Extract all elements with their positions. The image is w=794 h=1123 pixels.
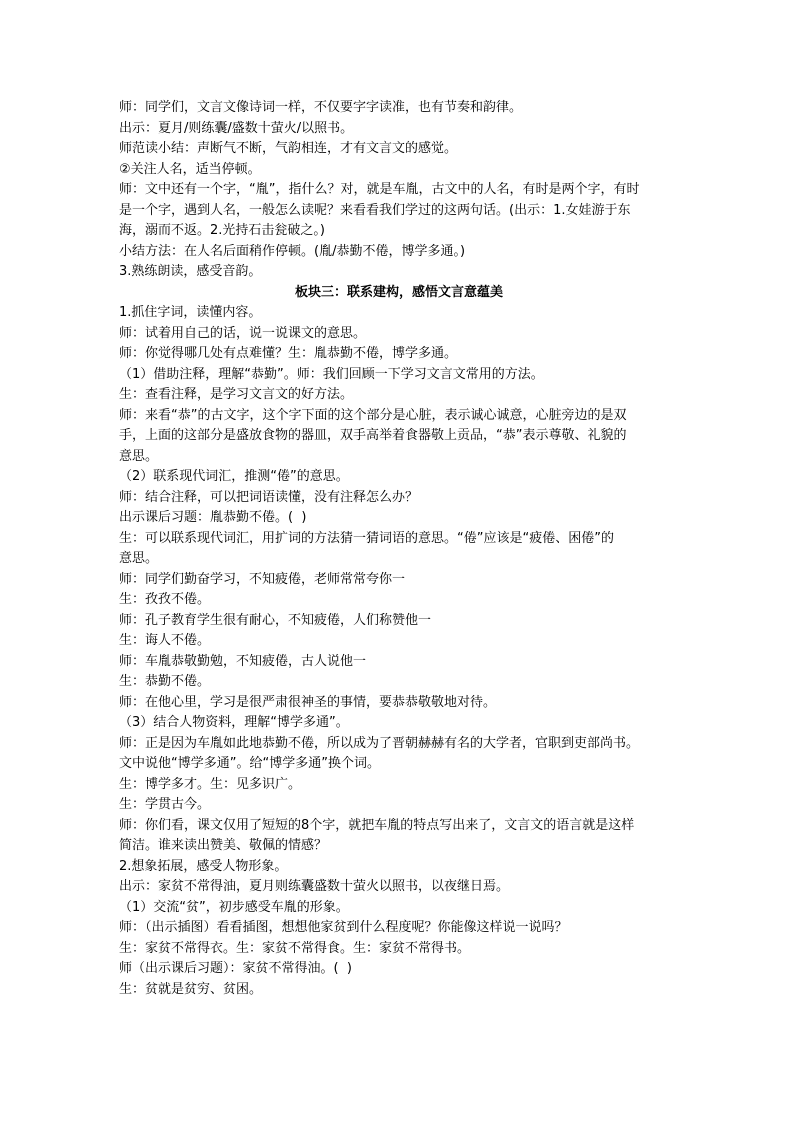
text-line: 意思。 bbox=[119, 448, 159, 464]
text-line: 出示：家贫不常得油，夏月则练囊盛数十萤火以照书，以夜继日焉。 bbox=[119, 879, 510, 894]
text-line: 是一个字，遇到人名，一般怎么读呢？来看看我们学过的这两句话。(出示：1.女娃游于东 bbox=[119, 202, 631, 218]
text-line: 生：孜孜不倦。 bbox=[119, 592, 211, 607]
text-line: 师范读小结：声断气不断，气韵相连，才有文言文的感觉。 bbox=[119, 141, 458, 156]
text-line: 生：诲人不倦。 bbox=[119, 633, 211, 648]
text-line: 3.熟练朗读，感受音韵。 bbox=[119, 264, 262, 279]
text-line: 生：查看注释，是学习文言文的好方法。 bbox=[119, 387, 354, 402]
text-line: 海，溺而不返。2.光持石击瓮破之。) bbox=[119, 223, 325, 238]
text-line: 手，上面的这部分是盛放食物的器皿，双手高举着食器敬上贡品，“恭”表示尊敬、礼貌的 bbox=[119, 428, 627, 443]
text-line: 生：学贯古今。 bbox=[119, 797, 211, 812]
text-line: 2.想象拓展，感受人物形象。 bbox=[119, 858, 288, 874]
text-line: （3）结合人物资料，理解“博学多通”。 bbox=[119, 715, 349, 730]
text-line: 师：结合注释，可以把词语读懂，没有注释怎么办？ bbox=[119, 489, 419, 505]
text-line: 意思。 bbox=[119, 551, 159, 566]
text-line: 师：正是因为车胤如此地恭勤不倦，所以成为了晋朝赫赫有名的大学者，官职到吏部尚书。 bbox=[119, 735, 640, 751]
text-line: （1）借助注释，理解“恭勤”。师：我们回顾一下学习文言文常用的方法。 bbox=[119, 366, 544, 382]
text-line: 师：来看“恭”的古文字，这个字下面的这个部分是心脏，表示诚心诚意，心脏旁边的是双 bbox=[119, 407, 627, 423]
text-line: 小结方法：在人名后面稍作停顿。(胤/恭勤不倦，博学多通。) bbox=[119, 243, 466, 259]
text-line: 生：可以联系现代词汇，用扩词的方法猜一猜词语的意思。“倦”应该是“疲倦、困倦”的 bbox=[119, 530, 614, 546]
text-line: 师：在他心里，学习是很严肃很神圣的事情，要恭恭敬敬地对待。 bbox=[119, 694, 497, 710]
text-line: 师（出示课后习题）：家贫不常得油。( ) bbox=[119, 961, 352, 976]
text-line: （1）交流“贫”，初步感受车胤的形象。 bbox=[119, 899, 349, 915]
text-line: 师：你们看，课文仅用了短短的8个字，就把车胤的特点写出来了，文言文的语言就是这样 bbox=[119, 817, 635, 833]
text-line: 生：家贫不常得衣。生：家贫不常得食。生：家贫不常得书。 bbox=[119, 940, 471, 956]
text-line: 师：试着用自己的话，说一说课文的意思。 bbox=[119, 325, 367, 341]
text-line: 师：同学们勤奋学习，不知疲倦，老师常常夸你一 bbox=[119, 571, 406, 587]
text-line: 师：文中还有一个字，“胤”，指什么？对，就是车胤，古文中的人名，有时是两个字，有时 bbox=[119, 182, 640, 197]
text-line: 师：同学们，文言文像诗词一样，不仅要字字读准，也有节奏和韵律。 bbox=[119, 100, 523, 115]
text-line: 师：（出示插图）看看插图，想想他家贫到什么程度呢？你能像这样说一说吗？ bbox=[119, 920, 568, 935]
text-line: 师：孔子教育学生很有耐心，不知疲倦，人们称赞他一 bbox=[119, 612, 432, 628]
document-body bbox=[119, 98, 679, 1000]
text-line: 师：车胤恭敬勤勉，不知疲倦，古人说他一 bbox=[119, 653, 367, 669]
text-line: 生：恭勤不倦。 bbox=[119, 674, 211, 689]
section-heading: 板块三：联系建构，感悟文言意蕴美 bbox=[294, 284, 503, 300]
text-line: 文中说他“博学多通”。给“博学多通”换个词。 bbox=[119, 756, 380, 771]
text-line: 简洁。谁来读出赞美、敬佩的情感？ bbox=[119, 838, 328, 853]
text-line: （2）联系现代词汇，推测“倦”的意思。 bbox=[119, 469, 349, 484]
text-line: 生：博学多才。生：见多识广。 bbox=[119, 776, 302, 792]
text-line: 师：你觉得哪几处有点难懂？生：胤恭勤不倦，博学多通。 bbox=[119, 346, 458, 361]
text-line: 出示：夏月/则练囊/盛数十萤火/以照书。 bbox=[119, 120, 354, 136]
text-line: 1.抓住字词，读懂内容。 bbox=[119, 305, 262, 320]
text-line: 出示课后习题：胤恭勤不倦。( ) bbox=[119, 510, 307, 525]
text-line: ②关注人名，适当停顿。 bbox=[119, 161, 261, 177]
text-line: 生：贫就是贫穷、贫困。 bbox=[119, 981, 263, 997]
